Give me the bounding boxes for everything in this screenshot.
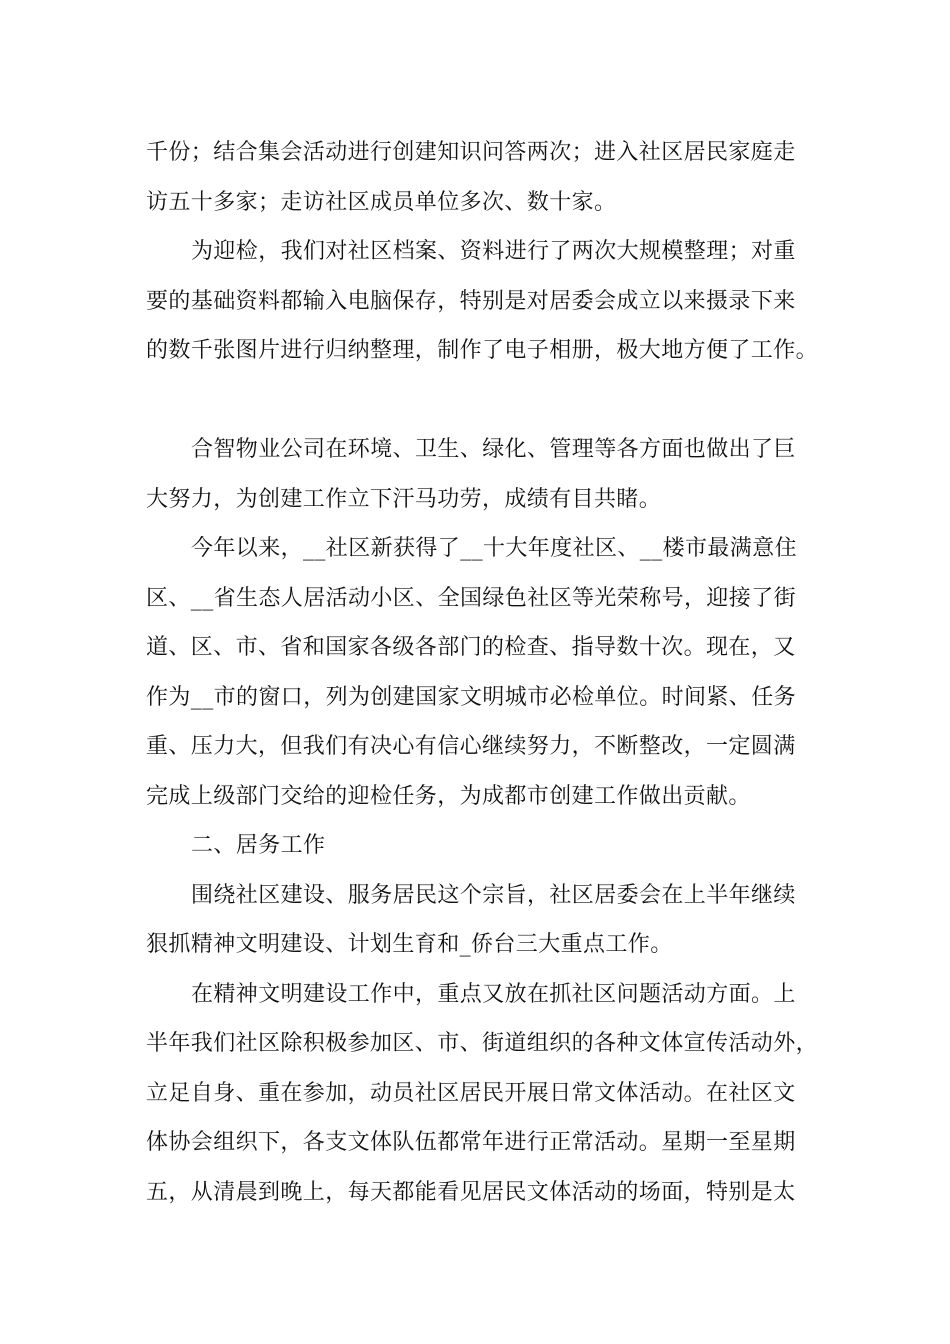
text-line: 道、区、市、省和国家各级各部门的检查、指导数十次。现在，又	[146, 635, 796, 660]
text-line: 重、压力大，但我们有决心有信心继续努力，不断整改，一定圆满	[146, 734, 796, 759]
section-heading: 二、居务工作	[191, 833, 326, 858]
text-line: 完成上级部门交给的迎检任务，为成都市创建工作做出贡献。	[146, 783, 751, 809]
text-line: 体协会组织下，各支文体队伍都常年进行正常活动。星期一至星期	[146, 1130, 796, 1155]
paragraph-start-line: 今年以来，__社区新获得了__十大年度社区、__楼市最满意住	[191, 536, 798, 561]
text-line: 立足自身、重在参加，动员社区居民开展日常文体活动。在社区文	[146, 1080, 796, 1106]
paragraph-start-line: 为迎检，我们对社区档案、资料进行了两次大规模整理；对重	[191, 239, 796, 264]
text-line: 半年我们社区除积极参加区、市、街道组织的各种文体宣传活动外，	[146, 1031, 819, 1056]
text-line: 区、__省生态人居活动小区、全国绿色社区等光荣称号，迎接了街	[146, 585, 797, 611]
paragraph-start-line: 合智物业公司在环境、卫生、绿化、管理等各方面也做出了巨	[191, 437, 796, 462]
text-line: 千份；结合集会活动进行创建知识问答两次；进入社区居民家庭走	[146, 140, 796, 165]
text-line: 狠抓精神文明建设、计划生育和_侨台三大重点工作。	[146, 932, 673, 957]
text-line: 五，从清晨到晚上，每天都能看见居民文体活动的场面，特别是太	[146, 1179, 796, 1205]
text-section-1	[146, 128, 819, 376]
text-line: 要的基础资料都输入电脑保存，特别是对居委会成立以来摄录下来	[146, 288, 796, 314]
text-line: 访五十多家；走访社区成员单位多次、数十家。	[146, 189, 617, 215]
text-line: 的数千张图片进行归纳整理，制作了电子相册，极大地方便了工作。	[146, 338, 819, 363]
paragraph-start-line: 围绕社区建设、服务居民这个宗旨，社区居委会在上半年继续	[191, 882, 796, 908]
text-line: 作为__市的窗口，列为创建国家文明城市必检单位。时间紧、任务	[146, 684, 797, 710]
text-section-2	[146, 425, 819, 1217]
text-line: 大努力，为创建工作立下汗马功劳，成绩有目共睹。	[146, 486, 662, 512]
paragraph-start-line: 在精神文明建设工作中，重点又放在抓社区问题活动方面。上	[191, 981, 796, 1007]
